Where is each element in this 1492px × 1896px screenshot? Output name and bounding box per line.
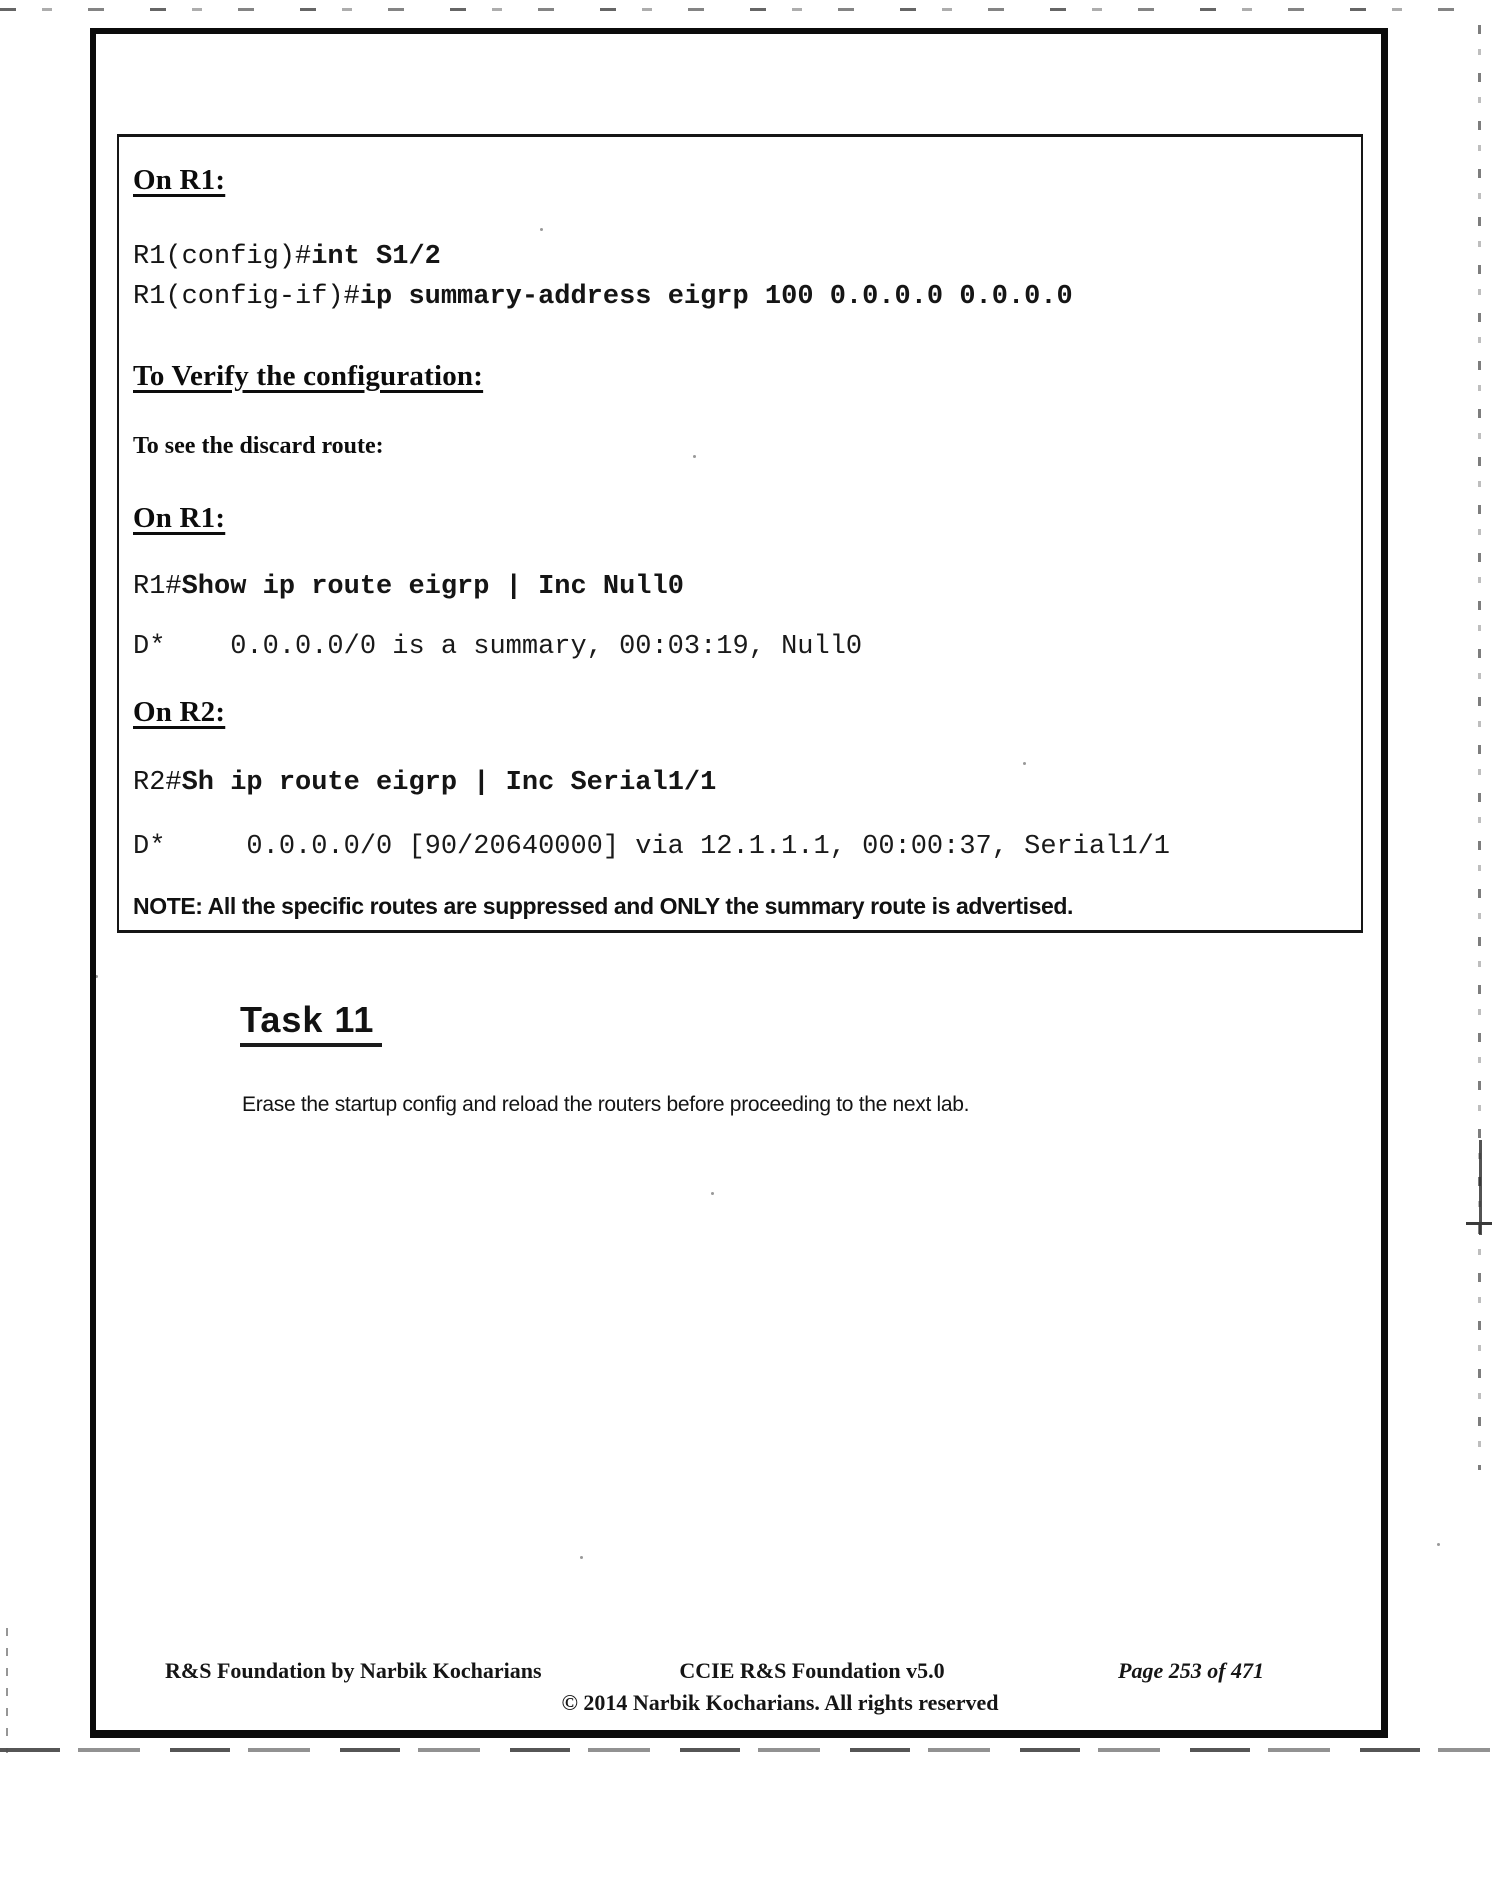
- heading-on-r1-second: On R1:: [133, 502, 226, 534]
- heading-verify-configuration: To Verify the configuration:: [133, 360, 484, 392]
- cli-prompt: R2#: [133, 768, 182, 798]
- cli-output-line: D* 0.0.0.0/0 is a summary, 00:03:19, Null0: [133, 632, 863, 662]
- scan-artifact-bottom-line: [0, 1748, 1490, 1752]
- task-title: Task 11: [240, 1000, 382, 1047]
- task-section: [240, 1000, 1340, 1119]
- footer-copyright: © 2014 Narbik Kocharians. All rights reserved: [561, 1690, 999, 1715]
- cli-command: Sh ip route eigrp | Inc Serial1/1: [181, 768, 717, 798]
- cli-command: ip summary-address eigrp 100 0.0.0.0 0.0.0.0: [359, 282, 1073, 312]
- summary-note: NOTE: All the specific routes are suppressed and ONLY the summary route is advertised.: [133, 893, 1074, 919]
- footer-course-title: CCIE R&S Foundation v5.0: [679, 1658, 945, 1683]
- heading-on-r2: On R2:: [133, 696, 226, 728]
- cli-line: [133, 237, 1341, 277]
- scan-artifact-right-edge: [1478, 25, 1481, 1470]
- heading-on-r1: On R1:: [133, 164, 226, 196]
- footer-copyright-row: [0, 1690, 1492, 1716]
- footer-author: R&S Foundation by Narbik Kocharians: [165, 1658, 542, 1683]
- cli-prompt: R1(config)#: [133, 242, 312, 272]
- cli-prompt: R1(config-if)#: [133, 282, 360, 312]
- cli-line: [133, 277, 1341, 317]
- footer-page-number: Page 253 of 471: [1118, 1658, 1265, 1683]
- cli-line: [133, 567, 1341, 607]
- cli-line: [133, 763, 1341, 803]
- cli-command: Show ip route eigrp | Inc Null0: [181, 572, 684, 602]
- discard-route-note: To see the discard route:: [133, 433, 384, 459]
- cli-command: int S1/2: [311, 242, 441, 272]
- scan-artifact-top-line: [0, 8, 1492, 11]
- page-footer: [0, 1658, 1492, 1686]
- scan-speck: [1437, 1543, 1440, 1546]
- cli-config-block: [133, 237, 1341, 317]
- scan-artifact-right-tick-horizontal: [1466, 1222, 1492, 1225]
- config-box: [117, 134, 1363, 933]
- cli-output-line: D* 0.0.0.0/0 [90/20640000] via 12.1.1.1, 00:00:37, Serial1/1: [133, 832, 1170, 862]
- scan-artifact-right-tick-vertical: [1479, 1140, 1482, 1235]
- task-description: Erase the startup config and reload the routers before proceeding to the next lab.: [242, 1093, 970, 1116]
- cli-prompt: R1#: [133, 572, 182, 602]
